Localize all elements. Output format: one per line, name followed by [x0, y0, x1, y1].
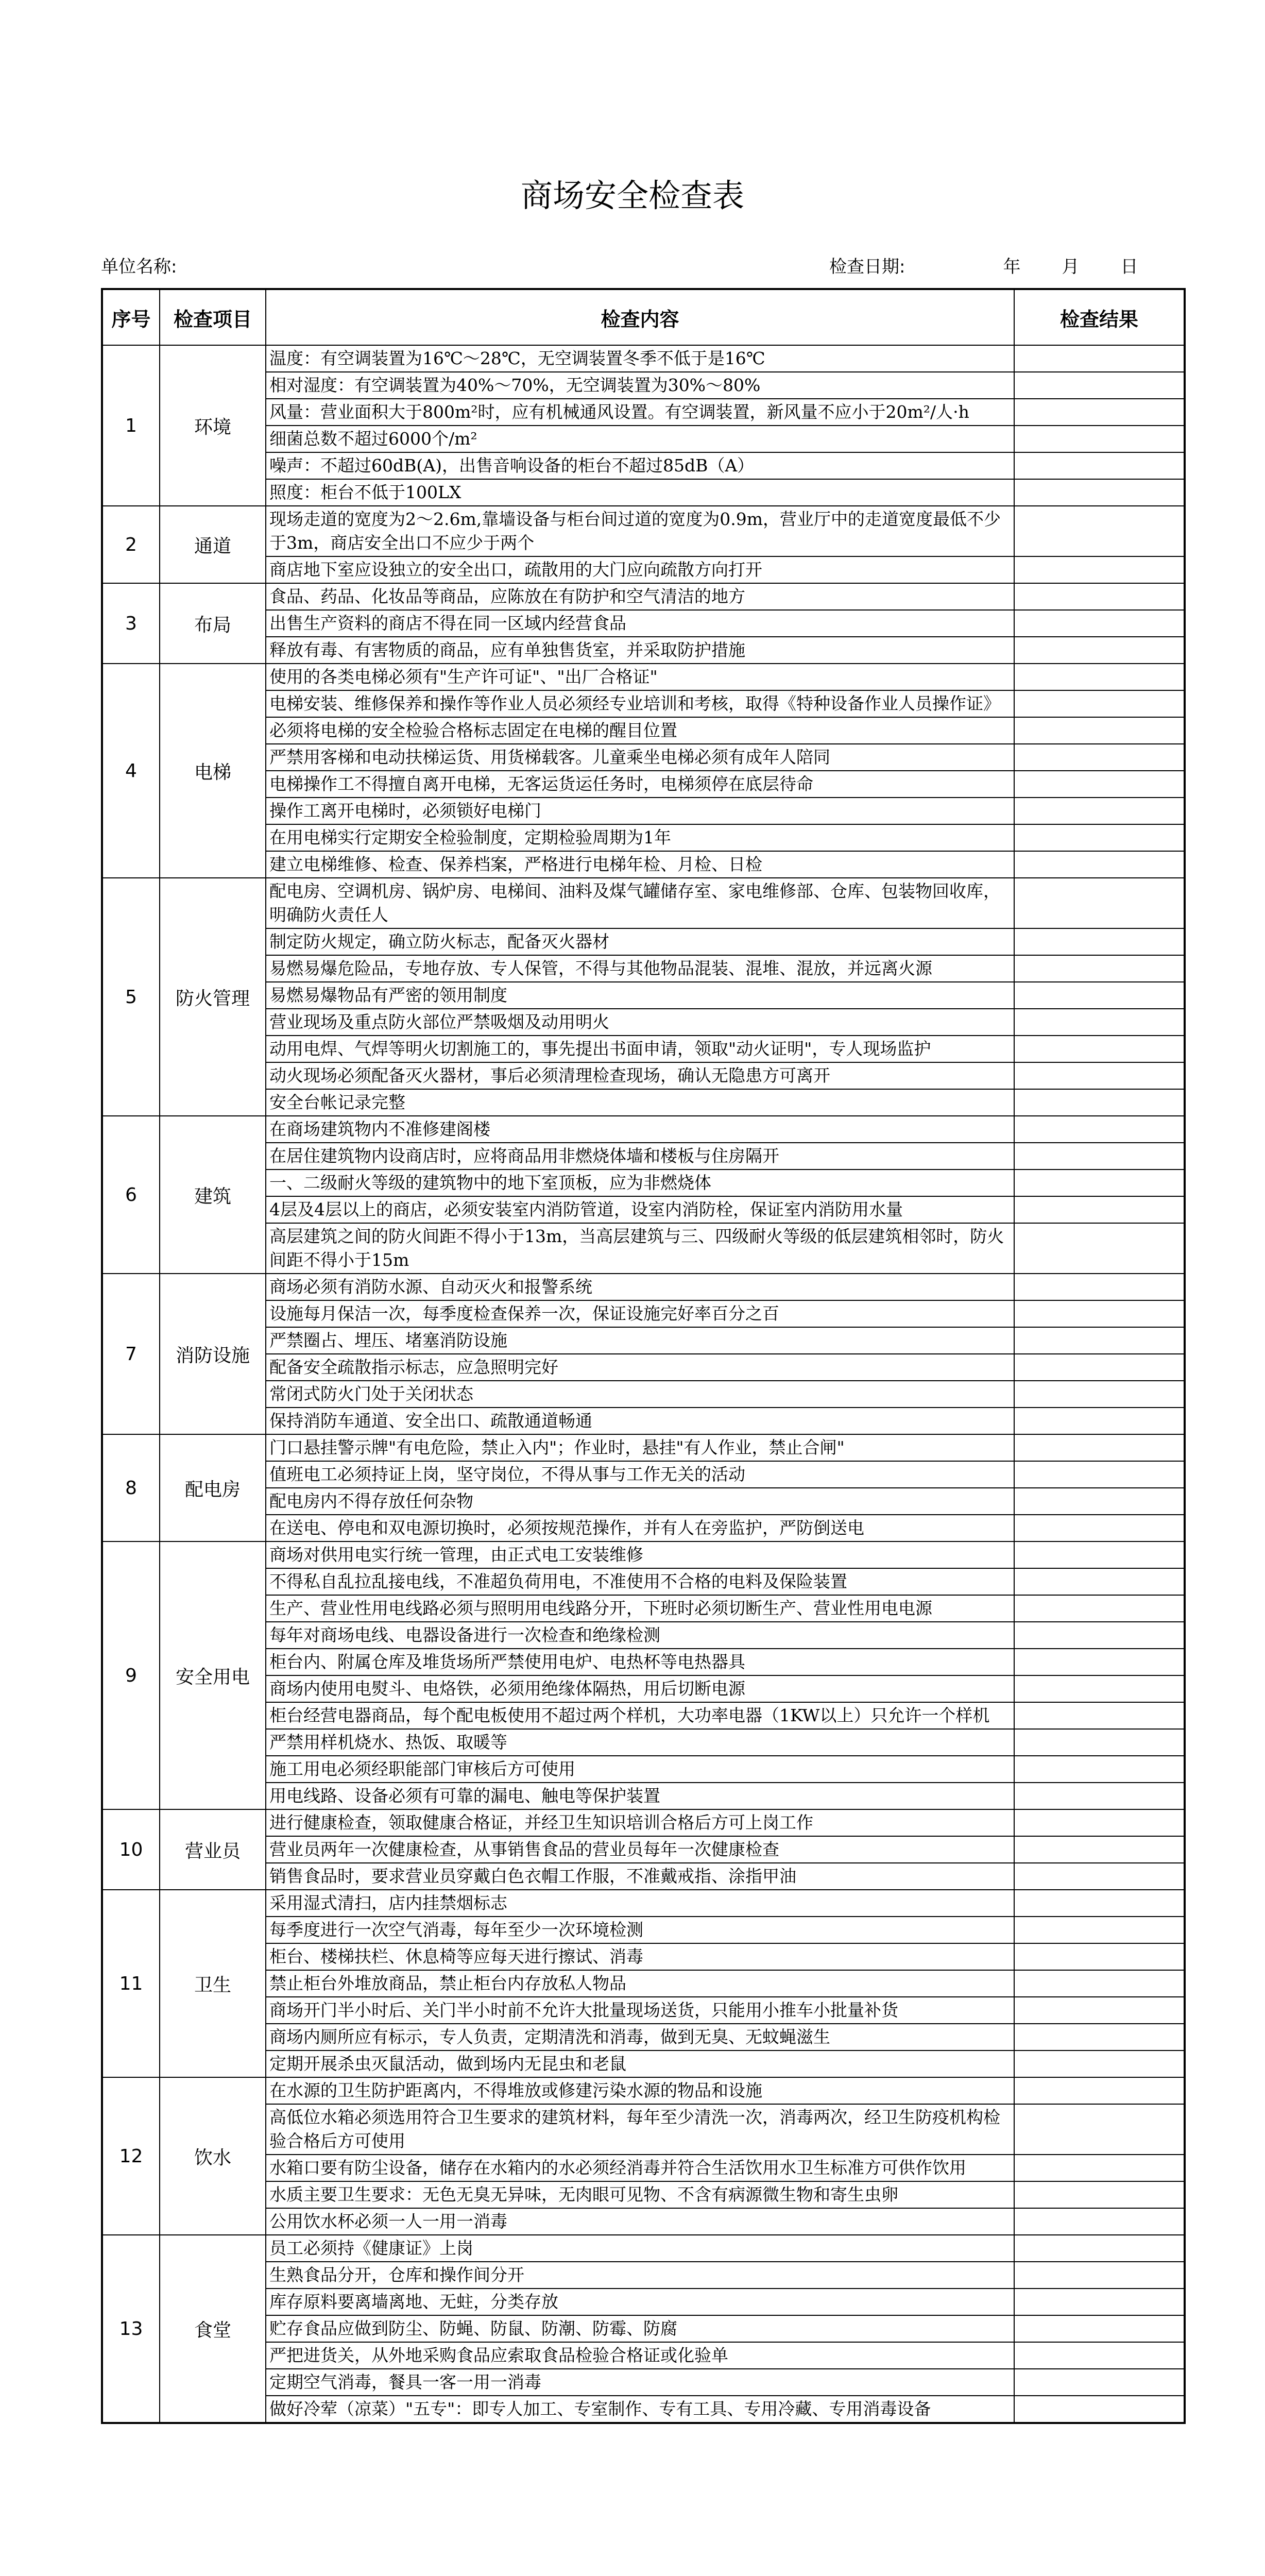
table-row	[102, 1890, 1185, 1917]
inspection-table	[101, 288, 1186, 2424]
check-result-cell[interactable]	[1014, 851, 1185, 878]
check-content: 禁止柜台外堆放商品，禁止柜台内存放私人物品	[266, 1970, 1014, 1997]
check-result-cell[interactable]	[1014, 1568, 1185, 1595]
check-result-cell[interactable]	[1014, 1917, 1185, 1943]
check-result-cell[interactable]	[1014, 771, 1185, 798]
check-content: 电梯操作工不得擅自离开电梯，无客运货运任务时，电梯须停在底层待命	[266, 771, 1014, 798]
check-result-cell[interactable]	[1014, 2315, 1185, 2342]
check-content: 定期空气消毒，餐具一客一用一消毒	[266, 2369, 1014, 2396]
section-item: 食堂	[160, 2235, 266, 2423]
check-content: 在送电、停电和双电源切换时，必须按规范操作，并有人在旁监护，严防倒送电	[266, 1515, 1014, 1541]
check-result-cell[interactable]	[1014, 1089, 1185, 1116]
check-result-cell[interactable]	[1014, 664, 1185, 690]
check-content: 高层建筑之间的防火间距不得小于13m，当高层建筑与三、四级耐火等级的低层建筑相邻时，防火间距不得小于15m	[266, 1223, 1014, 1274]
check-content: 定期开展杀虫灭鼠活动，做到场内无昆虫和老鼠	[266, 2050, 1014, 2077]
check-result-cell[interactable]	[1014, 2369, 1185, 2396]
check-content: 商场开门半小时后、关门半小时前不允许大批量现场送货，只能用小推车小批量补货	[266, 1997, 1014, 2024]
section-item: 建筑	[160, 1116, 266, 1274]
table-row	[102, 345, 1185, 372]
section-number: 8	[102, 1434, 160, 1541]
section-item: 通道	[160, 506, 266, 583]
check-result-cell[interactable]	[1014, 1997, 1185, 2024]
check-result-cell[interactable]	[1014, 690, 1185, 717]
table-row	[102, 2235, 1185, 2262]
section-number: 5	[102, 878, 160, 1116]
check-content: 动用电焊、气焊等明火切割施工的，事先提出书面申请，领取"动火证明"，专人现场监护	[266, 1036, 1014, 1062]
check-content: 动火现场必须配备灭火器材，事后必须清理检查现场，确认无隐患方可离开	[266, 1062, 1014, 1089]
check-content: 出售生产资料的商店不得在同一区域内经营食品	[266, 610, 1014, 637]
check-result-cell[interactable]	[1014, 928, 1185, 955]
section-item: 配电房	[160, 1434, 266, 1541]
check-content: 施工用电必须经职能部门审核后方可使用	[266, 1756, 1014, 1783]
check-result-cell[interactable]	[1014, 1461, 1185, 1488]
check-result-cell[interactable]	[1014, 1274, 1185, 1300]
check-content: 柜台经营电器商品，每个配电板使用不超过两个样机，大功率电器（1KW以上）只允许一个样机	[266, 1702, 1014, 1729]
section-item: 布局	[160, 583, 266, 664]
section-item: 卫生	[160, 1890, 266, 2077]
check-result-cell[interactable]	[1014, 372, 1185, 399]
check-content: 配电房、空调机房、锅炉房、电梯间、油料及煤气罐储存室、家电维修部、仓库、包装物回收库，明确防火责任人	[266, 878, 1014, 928]
section-number: 9	[102, 1541, 160, 1809]
check-result-cell[interactable]	[1014, 1488, 1185, 1515]
check-content: 现场走道的宽度为2～2.6m,靠墙设备与柜台间过道的宽度为0.9m，营业厅中的走道宽度最低不少于3m，商店安全出口不应少于两个	[266, 506, 1014, 556]
check-result-cell[interactable]	[1014, 2024, 1185, 2050]
check-content: 销售食品时，要求营业员穿戴白色衣帽工作服，不准戴戒指、涂指甲油	[266, 1863, 1014, 1890]
check-result-cell[interactable]	[1014, 1890, 1185, 1917]
check-result-cell[interactable]	[1014, 744, 1185, 771]
date-year-label: 年	[1003, 257, 1021, 277]
check-content: 商场必须有消防水源、自动灭火和报警系统	[266, 1274, 1014, 1300]
table-row	[102, 878, 1185, 928]
check-content: 释放有毒、有害物质的商品，应有单独售货室，并采取防护措施	[266, 637, 1014, 664]
table-row	[102, 1116, 1185, 1143]
check-date-label: 检查日期:	[829, 257, 905, 277]
check-content: 柜台、楼梯扶栏、休息椅等应每天进行擦试、消毒	[266, 1943, 1014, 1970]
check-result-cell[interactable]	[1014, 479, 1185, 506]
check-content: 用电线路、设备必须有可靠的漏电、触电等保护装置	[266, 1783, 1014, 1809]
table-row	[102, 664, 1185, 690]
check-content: 每年对商场电线、电器设备进行一次检查和绝缘检测	[266, 1622, 1014, 1649]
check-content: 温度：有空调装置为16℃～28℃，无空调装置冬季不低于是16℃	[266, 345, 1014, 372]
check-content: 商场内厕所应有标示，专人负责，定期清洗和消毒，做到无臭、无蚊蝇滋生	[266, 2024, 1014, 2050]
check-content: 严把进货关，从外地采购食品应索取食品检验合格证或化验单	[266, 2342, 1014, 2369]
check-content: 噪声：不超过60dB(A)，出售音响设备的柜台不超过85dB（A）	[266, 452, 1014, 479]
page-title: 商场安全检查表	[520, 177, 744, 214]
check-result-cell[interactable]	[1014, 399, 1185, 426]
check-result-cell[interactable]	[1014, 637, 1185, 664]
check-result-cell[interactable]	[1014, 2235, 1185, 2262]
check-result-cell[interactable]	[1014, 1541, 1185, 1568]
check-content: 不得私自乱拉乱接电线，不准超负荷用电，不准使用不合格的电料及保险装置	[266, 1568, 1014, 1595]
check-result-cell[interactable]	[1014, 1223, 1185, 1274]
section-number: 3	[102, 583, 160, 664]
check-content: 门口悬挂警示牌"有电危险，禁止入内"；作业时，悬挂"有人作业，禁止合闸"	[266, 1434, 1014, 1461]
header-item: 检查项目	[160, 289, 266, 345]
check-content: 贮存食品应做到防尘、防蝇、防鼠、防潮、防霉、防腐	[266, 2315, 1014, 2342]
check-content: 常闭式防火门处于关闭状态	[266, 1381, 1014, 1408]
check-result-cell[interactable]	[1014, 1783, 1185, 1809]
check-content: 在水源的卫生防护距离内，不得堆放或修建污染水源的物品和设施	[266, 2077, 1014, 2104]
check-result-cell[interactable]	[1014, 1970, 1185, 1997]
table-row	[102, 1434, 1185, 1461]
check-content: 在居住建筑物内设商店时，应将商品用非燃烧体墙和楼板与住房隔开	[266, 1143, 1014, 1170]
check-content: 水质主要卫生要求：无色无臭无异味，无肉眼可见物、不含有病源微生物和寄生虫卵	[266, 2181, 1014, 2208]
check-content: 易燃易爆危险品，专地存放、专人保管，不得与其他物品混装、混堆、混放，并远离火源	[266, 955, 1014, 982]
section-number: 13	[102, 2235, 160, 2423]
check-result-cell[interactable]	[1014, 1595, 1185, 1622]
check-content: 公用饮水杯必须一人一用一消毒	[266, 2208, 1014, 2235]
check-content: 商店地下室应设独立的安全出口，疏散用的大门应向疏散方向打开	[266, 556, 1014, 583]
check-result-cell[interactable]	[1014, 1943, 1185, 1970]
section-number: 7	[102, 1274, 160, 1434]
check-content: 员工必须持《健康证》上岗	[266, 2235, 1014, 2262]
section-number: 11	[102, 1890, 160, 2077]
check-result-cell[interactable]	[1014, 1809, 1185, 1836]
check-content: 严禁用客梯和电动扶梯运货、用货梯载客。儿童乘坐电梯必须有成年人陪同	[266, 744, 1014, 771]
section-item: 防火管理	[160, 878, 266, 1116]
section-item: 电梯	[160, 664, 266, 878]
table-row	[102, 583, 1185, 610]
check-result-cell[interactable]	[1014, 1836, 1185, 1863]
check-content: 配备安全疏散指示标志，应急照明完好	[266, 1354, 1014, 1381]
section-number: 12	[102, 2077, 160, 2235]
section-number: 1	[102, 345, 160, 506]
header-no: 序号	[102, 289, 160, 345]
table-row	[102, 1274, 1185, 1300]
check-result-cell[interactable]	[1014, 452, 1185, 479]
check-content: 柜台内、附属仓库及堆货场所严禁使用电炉、电热杯等电热器具	[266, 1649, 1014, 1675]
check-result-cell[interactable]	[1014, 2208, 1185, 2235]
check-content: 操作工离开电梯时，必须锁好电梯门	[266, 798, 1014, 824]
table-row	[102, 1809, 1185, 1836]
check-result-cell[interactable]	[1014, 426, 1185, 452]
check-result-cell[interactable]	[1014, 1116, 1185, 1143]
check-result-cell[interactable]	[1014, 583, 1185, 610]
check-content: 生产、营业性用电线路必须与照明用电线路分开，下班时必须切断生产、营业性用电电源	[266, 1595, 1014, 1622]
check-content: 易燃易爆物品有严密的领用制度	[266, 982, 1014, 1009]
table-row	[102, 1541, 1185, 1568]
check-content: 在商场建筑物内不准修建阁楼	[266, 1116, 1014, 1143]
check-content: 配电房内不得存放任何杂物	[266, 1488, 1014, 1515]
check-result-cell[interactable]	[1014, 1408, 1185, 1434]
check-result-cell[interactable]	[1014, 824, 1185, 851]
check-result-cell[interactable]	[1014, 2289, 1185, 2315]
check-content: 库存原料要离墙离地、无蛀，分类存放	[266, 2289, 1014, 2315]
header-result: 检查结果	[1014, 289, 1185, 345]
section-item: 营业员	[160, 1809, 266, 1890]
check-result-cell[interactable]	[1014, 1143, 1185, 1170]
check-result-cell[interactable]	[1014, 556, 1185, 583]
check-result-cell[interactable]	[1014, 2077, 1185, 2104]
check-content: 建立电梯维修、检查、保养档案，严格进行电梯年检、月检、日检	[266, 851, 1014, 878]
check-content: 值班电工必须持证上岗，坚守岗位，不得从事与工作无关的活动	[266, 1461, 1014, 1488]
check-result-cell[interactable]	[1014, 2155, 1185, 2181]
section-number: 10	[102, 1809, 160, 1890]
check-content: 照度：柜台不低于100LX	[266, 479, 1014, 506]
check-result-cell[interactable]	[1014, 2342, 1185, 2369]
check-result-cell[interactable]	[1014, 717, 1185, 744]
check-content: 做好冷荤（凉菜）"五专"：即专人加工、专室制作、专有工具、专用冷藏、专用消毒设备	[266, 2396, 1014, 2423]
check-result-cell[interactable]	[1014, 955, 1185, 982]
date-day-label: 日	[1120, 257, 1138, 277]
check-date-row	[829, 252, 1138, 278]
section-item: 饮水	[160, 2077, 266, 2235]
check-content: 风量：营业面积大于800m²时，应有机械通风设置。有空调装置，新风量不应小于20m²/人·h	[266, 399, 1014, 426]
check-result-cell[interactable]	[1014, 1300, 1185, 1327]
check-content: 设施每月保洁一次，每季度检查保养一次，保证设施完好率百分之百	[266, 1300, 1014, 1327]
check-content: 进行健康检查，领取健康合格证，并经卫生知识培训合格后方可上岗工作	[266, 1809, 1014, 1836]
check-content: 高低位水箱必须选用符合卫生要求的建筑材料，每年至少清洗一次，消毒两次，经卫生防疫机构检验合格后方可使用	[266, 2104, 1014, 2155]
table-body	[102, 345, 1185, 2423]
check-result-cell[interactable]	[1014, 2104, 1185, 2155]
check-result-cell[interactable]	[1014, 1863, 1185, 1890]
check-content: 营业员两年一次健康检查，从事销售食品的营业员每年一次健康检查	[266, 1836, 1014, 1863]
check-content: 商场内使用电熨斗、电烙铁，必须用绝缘体隔热，用后切断电源	[266, 1675, 1014, 1702]
check-content: 严禁圈占、埋压、堵塞消防设施	[266, 1327, 1014, 1354]
check-content: 细菌总数不超过6000个/m²	[266, 426, 1014, 452]
date-month-label: 月	[1062, 257, 1080, 277]
check-result-cell[interactable]	[1014, 2396, 1185, 2423]
check-result-cell[interactable]	[1014, 1756, 1185, 1783]
check-result-cell[interactable]	[1014, 506, 1185, 556]
check-content: 必须将电梯的安全检验合格标志固定在电梯的醒目位置	[266, 717, 1014, 744]
check-result-cell[interactable]	[1014, 798, 1185, 824]
section-number: 6	[102, 1116, 160, 1274]
check-content: 一、二级耐火等级的建筑物中的地下室顶板，应为非燃烧体	[266, 1170, 1014, 1196]
check-result-cell[interactable]	[1014, 1196, 1185, 1223]
check-content: 食品、药品、化妆品等商品，应陈放在有防护和空气清洁的地方	[266, 583, 1014, 610]
check-content: 制定防火规定，确立防火标志，配备灭火器材	[266, 928, 1014, 955]
header-content: 检查内容	[266, 289, 1014, 345]
check-result-cell[interactable]	[1014, 1327, 1185, 1354]
table-row	[102, 2077, 1185, 2104]
check-content: 保持消防车通道、安全出口、疏散通道畅通	[266, 1408, 1014, 1434]
check-content: 商场对供用电实行统一管理，由正式电工安装维修	[266, 1541, 1014, 1568]
check-result-cell[interactable]	[1014, 345, 1185, 372]
table-row	[102, 506, 1185, 556]
check-result-cell[interactable]	[1014, 1170, 1185, 1196]
check-result-cell[interactable]	[1014, 1381, 1185, 1408]
section-number: 2	[102, 506, 160, 583]
check-result-cell[interactable]	[1014, 1515, 1185, 1541]
check-result-cell[interactable]	[1014, 1354, 1185, 1381]
check-result-cell[interactable]	[1014, 1675, 1185, 1702]
check-result-cell[interactable]	[1014, 1009, 1185, 1036]
check-result-cell[interactable]	[1014, 610, 1185, 637]
check-result-cell[interactable]	[1014, 1702, 1185, 1729]
check-result-cell[interactable]	[1014, 2262, 1185, 2289]
check-result-cell[interactable]	[1014, 1434, 1185, 1461]
check-result-cell[interactable]	[1014, 2050, 1185, 2077]
check-content: 每季度进行一次空气消毒，每年至少一次环境检测	[266, 1917, 1014, 1943]
check-content: 相对湿度：有空调装置为40%～70%，无空调装置为30%～80%	[266, 372, 1014, 399]
section-number: 4	[102, 664, 160, 878]
check-result-cell[interactable]	[1014, 1729, 1185, 1756]
check-content: 电梯安装、维修保养和操作等作业人员必须经专业培训和考核，取得《特种设备作业人员操作证》	[266, 690, 1014, 717]
check-result-cell[interactable]	[1014, 1622, 1185, 1649]
check-result-cell[interactable]	[1014, 1649, 1185, 1675]
check-content: 水箱口要有防尘设备，储存在水箱内的水必须经消毒并符合生活饮用水卫生标准方可供作饮用	[266, 2155, 1014, 2181]
check-content: 严禁用样机烧水、热饭、取暖等	[266, 1729, 1014, 1756]
check-content: 4层及4层以上的商店，必须安装室内消防管道，设室内消防栓，保证室内消防用水量	[266, 1196, 1014, 1223]
unit-name-label: 单位名称:	[101, 257, 177, 277]
check-content: 安全台帐记录完整	[266, 1089, 1014, 1116]
check-result-cell[interactable]	[1014, 1036, 1185, 1062]
section-item: 安全用电	[160, 1541, 266, 1809]
table-header-row	[102, 289, 1185, 345]
check-result-cell[interactable]	[1014, 878, 1185, 928]
section-item: 消防设施	[160, 1274, 266, 1434]
check-result-cell[interactable]	[1014, 2181, 1185, 2208]
check-content: 采用湿式清扫，店内挂禁烟标志	[266, 1890, 1014, 1917]
check-content: 生熟食品分开，仓库和操作间分开	[266, 2262, 1014, 2289]
check-content: 在用电梯实行定期安全检验制度，定期检验周期为1年	[266, 824, 1014, 851]
check-content: 使用的各类电梯必须有"生产许可证"、"出厂合格证"	[266, 664, 1014, 690]
check-result-cell[interactable]	[1014, 1062, 1185, 1089]
section-item: 环境	[160, 345, 266, 506]
check-content: 营业现场及重点防火部位严禁吸烟及动用明火	[266, 1009, 1014, 1036]
check-result-cell[interactable]	[1014, 982, 1185, 1009]
